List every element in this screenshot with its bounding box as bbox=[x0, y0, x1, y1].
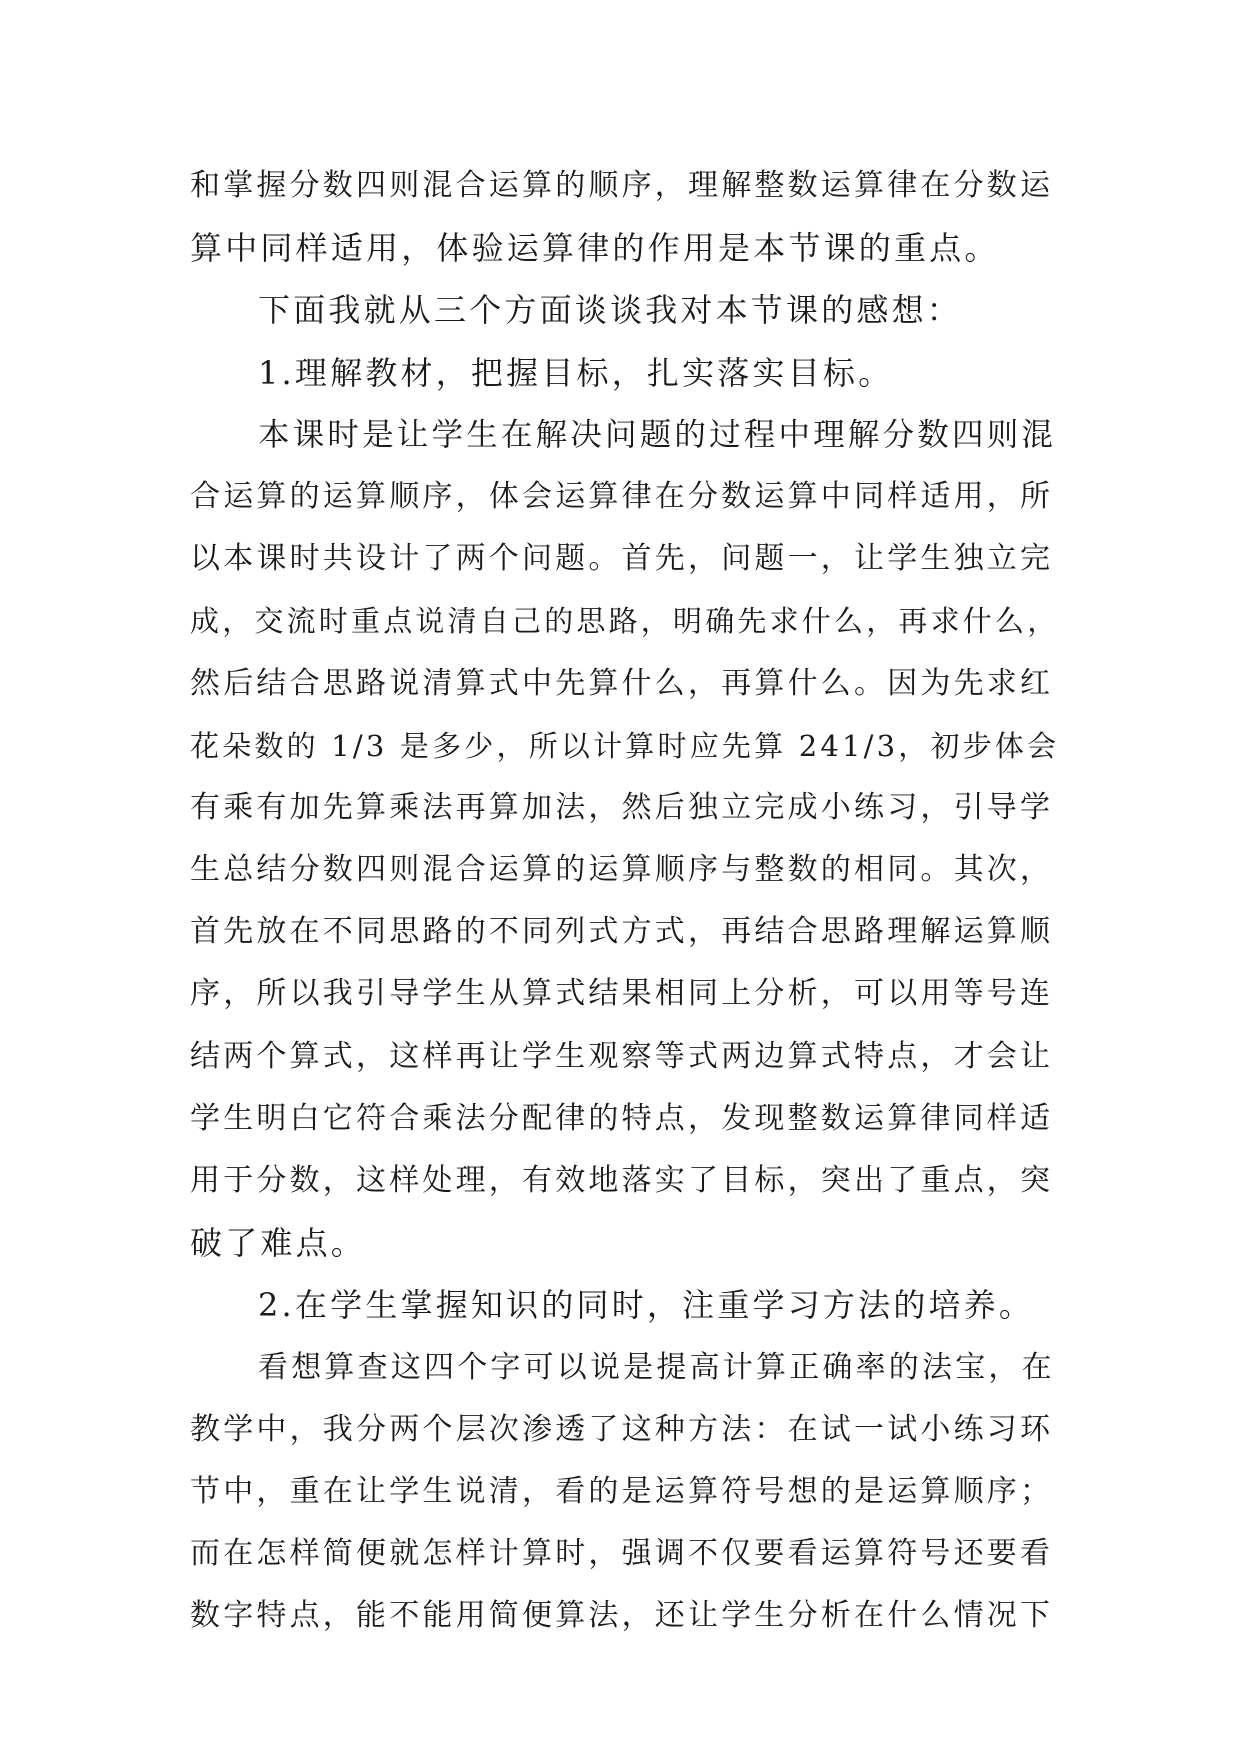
body-text bbox=[190, 155, 1060, 1648]
text-line: 合运算的运算顺序，体会运算律在分数运算中同样适用，所 bbox=[190, 478, 1054, 514]
text-line: 而在怎样简便就怎样计算时，强调不仅要看运算符号还要看 bbox=[190, 1536, 1054, 1572]
text-line: 然后结合思路说清算式中先算什么，再算什么。因为先求红 bbox=[190, 665, 1054, 701]
text-line: 节中，重在让学生说清，看的是运算符号想的是运算顺序； bbox=[190, 1473, 1054, 1509]
text-line: 看想算查这四个字可以说是提高计算正确率的法宝，在 bbox=[258, 1349, 1055, 1385]
text-line: 学生明白它符合乘法分配律的特点，发现整数运算律同样适 bbox=[190, 1100, 1054, 1136]
text-line: 成，交流时重点说清自己的思路，明确先求什么，再求什么， bbox=[190, 604, 1060, 639]
text-line: 序，所以我引导学生从算式结果相同上分析，可以用等号连 bbox=[190, 976, 1054, 1012]
text-line: 用于分数，这样处理，有效地落实了目标，突出了重点，突 bbox=[190, 1163, 1054, 1198]
section-heading: 2.在学生掌握知识的同时，注重学习方法的培养。 bbox=[258, 1286, 1035, 1325]
text-line: 教学中，我分两个层次渗透了这种方法：在试一试小练习环 bbox=[190, 1411, 1054, 1447]
text-line: 结两个算式，这样再让学生观察等式两边算式特点，才会让 bbox=[190, 1038, 1054, 1074]
section-heading: 1.理解教材，把握目标，扎实落实目标。 bbox=[258, 353, 894, 392]
text-line: 破了难点。 bbox=[190, 1224, 367, 1263]
text-line: 生总结分数四则混合运算的运算顺序与整数的相同。其次， bbox=[190, 852, 1054, 888]
text-line: 数字特点，能不能用简便算法，还让学生分析在什么情况下 bbox=[190, 1598, 1054, 1634]
text-line: 花朵数的 1/3 是多少，所以计算时应先算 241/3，初步体会 bbox=[190, 728, 1060, 763]
text-line: 算中同样适用，体验运算律的作用是本节课的重点。 bbox=[190, 229, 1000, 268]
text-line: 首先放在不同思路的不同列式方式，再结合思路理解运算顺 bbox=[190, 914, 1054, 950]
text-line: 以本课时共设计了两个问题。首先，问题一，让学生独立完 bbox=[190, 541, 1054, 577]
text-line: 有乘有加先算乘法再算加法，然后独立完成小练习，引导学 bbox=[190, 789, 1054, 825]
text-line: 下面我就从三个方面谈谈我对本节课的感想： bbox=[258, 291, 963, 330]
text-line: 和掌握分数四则混合运算的顺序，理解整数运算律在分数运 bbox=[190, 168, 1054, 203]
text-line: 本课时是让学生在解决问题的过程中理解分数四则混 bbox=[258, 416, 1057, 453]
